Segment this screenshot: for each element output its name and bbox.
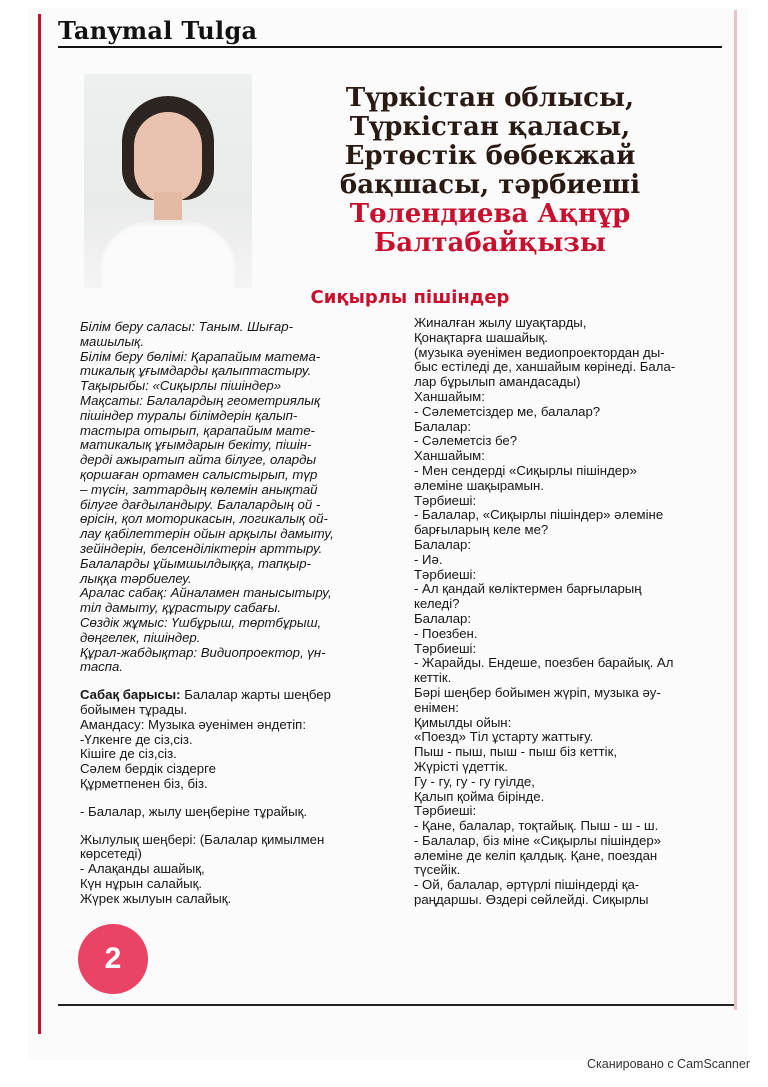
text-line: - Балалар, «Сиқырлы пішіндер» әлеміне: [414, 507, 664, 523]
text-line: лау қабілеттерін ойын арқылы дамыту,: [80, 526, 334, 542]
text-line: Жылулық шеңбері: (Балалар қимылмен: [80, 831, 325, 847]
text-line: таспа.: [80, 659, 124, 675]
text-line: - Жарайды. Ендеше, поезбен барайық. Ал: [414, 655, 674, 671]
text-line: Жиналған жылу шуақтарды,: [414, 315, 587, 330]
right-column: [414, 316, 736, 908]
text-line: тіл дамыту, құрастыру сабағы.: [80, 600, 282, 616]
text-line: Қимылды ойын:: [414, 714, 512, 730]
text-line: Жүрек жылуын салайық.: [80, 890, 232, 906]
text-line: Тәрбиеші:: [414, 640, 477, 656]
text-line: Амандасу: Музыка әуенімен әндетіп:: [80, 716, 306, 732]
masthead: Tanymal Tulga: [58, 16, 258, 45]
text-line: білуге дағдыландыру. Балалардың ой -: [80, 496, 321, 512]
text-line: Құрметпенен біз, біз.: [80, 775, 208, 791]
scanner-watermark: Сканировано с CamScanner: [587, 1057, 750, 1071]
text-line: быс естіледі де, ханшайым көрінеді. Бала-: [414, 359, 676, 375]
text-line: -Үлкенге де сіз,сіз.: [80, 731, 193, 747]
text-line: тастыра отырып, қарапайым мате-: [80, 422, 315, 438]
text-line: Білім беру саласы: Таным. Шығар-: [80, 319, 293, 334]
text-line: раңдаршы. Өздері сөйлейді. Сиқырлы: [414, 892, 649, 908]
title-line-1: Түркістан облысы,: [345, 83, 635, 113]
text-line: Тәрбиеші:: [414, 492, 477, 508]
text-line: машылық.: [80, 333, 145, 349]
text-line: – түсін, заттардың көлемін анықтай: [80, 481, 318, 497]
text-line: әлеміне шақырамын.: [414, 477, 544, 493]
author-title-block: [300, 84, 680, 258]
lesson-progress-intro: [80, 688, 398, 703]
title-line-3: Ертөстік бөбекжай: [344, 141, 636, 171]
title-line-4: бақшасы, тәрбиеші: [339, 170, 641, 200]
text-line: Бәрі шеңбер бойымен жүріп, музыка әу-: [414, 684, 661, 700]
text-line: Балаларды ұйымшылдыққа, тапқыр-: [80, 555, 311, 571]
text-line: түсейік.: [414, 862, 461, 878]
author-name: Төлендиева Ақнұр: [349, 199, 631, 229]
text-line: Мақсаты: Балалардың геометриялық: [80, 392, 321, 408]
text-line: - Ал қандай көліктермен барғыларың: [414, 581, 642, 597]
text-line: - Сәлеметсіз бе?: [414, 433, 518, 449]
text-line: келеді?: [414, 596, 460, 612]
text-line: Ханшайым:: [414, 448, 485, 464]
text-line: өрісін, қол моторикасын, логикалық ой-: [80, 511, 328, 527]
text-line: - Қане, балалар, тоқтайық. Пыш - ш - ш.: [414, 818, 659, 834]
text-line: Гу - гу, гу - гу гуілде,: [414, 773, 535, 789]
text-line: дөңгелек, пішіндер.: [80, 629, 201, 645]
text-line: Жүрісті үдеттік.: [414, 758, 508, 774]
text-line: Пыш - пыш, пыш - пыш біз кеттік,: [414, 744, 618, 760]
text-line: Ханшайым:: [414, 388, 485, 404]
text-line: - Балалар, біз міне «Сиқырлы пішіндер»: [414, 832, 661, 848]
masthead-divider: [58, 46, 722, 48]
text-line: - Мен сендерді «Сиқырлы пішіндер»: [414, 462, 637, 478]
text-line: - Иә.: [414, 551, 443, 567]
text-line: Сөздік жұмыс: Үшбұрыш, төртбұрыш,: [80, 614, 322, 630]
text-line: лар бұрылып амандасады): [414, 374, 581, 390]
author-portrait: [84, 74, 252, 288]
text-line: Тақырыбы: «Сиқырлы пішіндер»: [80, 378, 282, 394]
text-line: әлеміне де келіп қалдық. Қане, поездан: [414, 847, 658, 863]
text-line: - Балалар, жылу шеңберіне тұрайық.: [80, 803, 308, 819]
text-line: лыққа тәрбиелеу.: [80, 570, 192, 586]
text-line: (музыка әуенімен ведиопроектордан ды-: [414, 344, 665, 360]
left-border-rule: [38, 14, 41, 1034]
lesson-progress-label: Сабақ барысы:: [80, 687, 181, 703]
left-column: [80, 320, 398, 906]
text-line: кеттік.: [414, 670, 452, 686]
page-number-badge: 2: [78, 924, 148, 994]
text-line: енімен:: [414, 699, 459, 715]
lesson-progress-text: Балалар жарты шеңбер: [180, 687, 331, 703]
footer-divider: [58, 1004, 734, 1006]
text-line: Балалар:: [414, 536, 472, 552]
text-line: бойымен тұрады.: [80, 701, 188, 717]
text-line: Сәлем бердік сіздерге: [80, 761, 216, 777]
text-line: «Поезд» Тіл ұстарту жаттығу.: [414, 729, 594, 745]
text-line: - Сәлеметсіздер ме, балалар?: [414, 403, 601, 419]
text-line: көрсетеді): [80, 846, 142, 862]
text-line: Тәрбиеші:: [414, 803, 477, 819]
text-line: Кішіге де сіз,сіз.: [80, 746, 177, 762]
text-line: - Ой, балалар, әртүрлі пішіндерді қа-: [414, 877, 640, 893]
text-line: Қалып қойма бірінде.: [414, 788, 545, 804]
text-line: Күн нұрын салайық.: [80, 875, 203, 891]
text-line: дерді ажыратып айта білуге, оларды: [80, 452, 317, 468]
text-line: тикалық ұғымдарды қалыптастыру.: [80, 363, 312, 379]
text-line: Балалар:: [414, 418, 472, 434]
text-line: Аралас сабақ: Айналамен танысытыру,: [80, 585, 332, 601]
author-patronymic: Балтабайқызы: [374, 228, 606, 258]
text-line: барғыларың келе ме?: [414, 522, 549, 538]
text-line: Балалар:: [414, 610, 472, 626]
text-line: Тәрбиеші:: [414, 566, 477, 582]
text-line: Білім беру бөлімі: Қарапайым матема-: [80, 348, 321, 364]
lesson-title: Сиқырлы пішіндер: [310, 287, 510, 308]
text-line: қоршаған ортамен салыстырып, түр: [80, 466, 318, 482]
left-column-intro: [80, 320, 398, 675]
text-line: - Поезбен.: [414, 625, 478, 641]
text-line: Қонақтарға шашайық.: [414, 329, 548, 345]
text-line: - Алақанды ашайық,: [80, 861, 205, 877]
text-line: зейіндерін, белсенділіктерін арттыру.: [80, 540, 323, 556]
text-line: Құрал-жабдықтар: Видиопроектор, үн-: [80, 644, 326, 660]
text-line: матикалық ұғымдарын бекіту, пішін-: [80, 437, 312, 453]
text-line: пішіндер туралы білімдерін қалып-: [80, 407, 298, 423]
title-line-2: Түркістан қаласы,: [349, 112, 631, 142]
